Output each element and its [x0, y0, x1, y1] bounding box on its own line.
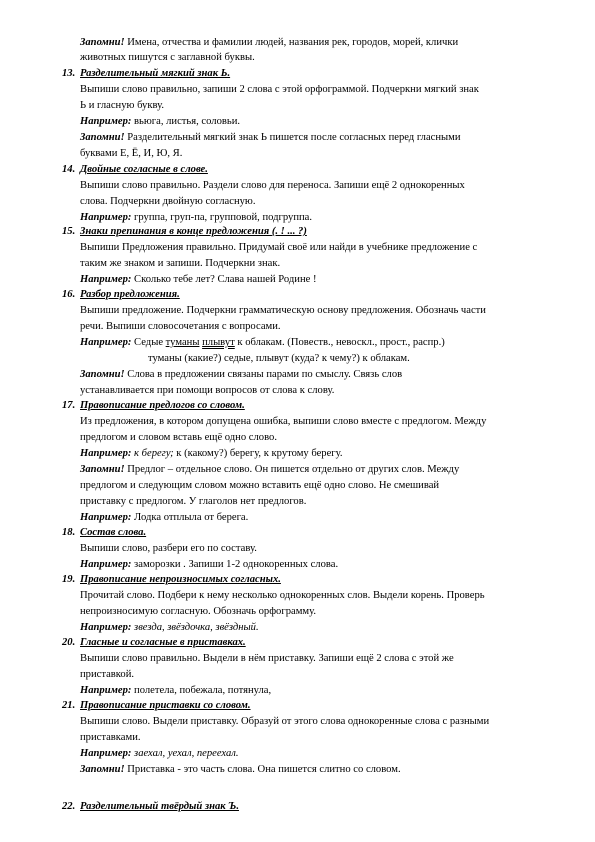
- example-line: Например: Лодка отплыла от берега.: [80, 512, 249, 523]
- text-line: приставками.: [80, 732, 141, 743]
- example-line: Например: заморозки . Запиши 1-2 однокоренных слова.: [80, 559, 339, 570]
- remember-label: Запомни!: [80, 132, 125, 143]
- text-line: таким же знаком и запиши. Подчеркни знак.: [80, 258, 281, 269]
- text-line: Выпиши слово, разбери его по составу.: [80, 543, 257, 554]
- example-label: Например:: [80, 748, 132, 759]
- text-line: Запомни! Предлог – отдельное слово. Он пишется отдельно от других слов. Между: [80, 464, 460, 475]
- text-line: Выпиши слово правильно. Выдели в нём приставку. Запиши ещё 2 слова с этой же: [80, 653, 454, 664]
- example-label: Например:: [80, 559, 132, 570]
- text-line: Выпиши Предложения правильно. Придумай своё или найди в учебнике предложение с: [80, 242, 478, 253]
- text-line: Выпиши слово. Выдели приставку. Образуй от этого слова однокоренные слова с разными: [80, 716, 490, 727]
- section-heading-13: 13. Разделительный мягкий знак Ь.: [62, 68, 231, 79]
- text-line: Запомни! Приставка - это часть слова. Она пишется слитно со словом.: [80, 764, 401, 775]
- section-heading-14: 14. Двойные согласные в слове.: [62, 164, 208, 175]
- text-line: Запомни! Разделительный мягкий знак Ь пишется после согласных перед гласными: [80, 132, 461, 143]
- example-line: Например: полетела, побежала, потянула,: [80, 685, 272, 696]
- text-line: Запомни! Слова в предложении связаны парами по смыслу. Связь слов: [80, 369, 403, 380]
- remember-label: Запомни!: [80, 464, 125, 475]
- text-line: Выпиши слово правильно. Раздели слово для переноса. Запиши ещё 2 однокоренных: [80, 180, 465, 191]
- text-line: предлогом и следующим словом можно вставить ещё одно слово. Не смешивай: [80, 480, 440, 491]
- text-line: Выпиши слово правильно, запиши 2 слова с этой орфограммой. Подчеркни мягкий знак: [80, 84, 479, 95]
- example-line: Например: звезда, звёздочка, звёздный.: [80, 622, 259, 633]
- example-line: Например: вьюга, листья, соловьи.: [80, 116, 241, 127]
- predicate-word: плывут: [202, 337, 235, 348]
- text-line: буквами Е, Ё, И, Ю, Я.: [80, 148, 183, 159]
- remember-label: Запомни!: [80, 764, 125, 775]
- example-line: Например: Сколько тебе лет? Слава нашей Родине !: [80, 274, 317, 285]
- example-line: Например: к берегу; к (какому?) берегу, к крутому берегу.: [80, 448, 343, 459]
- text-line: Прочитай слово. Подбери к нему несколько однокоренных слов. Выдели корень. Проверь: [80, 590, 485, 601]
- example-label: Например:: [80, 685, 132, 696]
- text-line: устанавливается при помощи вопросов от слова к слову.: [80, 385, 335, 396]
- example-line: Например: Седые туманы плывут к облакам. (Повеств., невоскл., прост., распр.): [80, 337, 445, 348]
- example-label: Например:: [80, 337, 132, 348]
- example-label: Например:: [80, 274, 132, 285]
- text-line: приставкой.: [80, 669, 135, 680]
- text-line: Ь и гласную букву.: [80, 100, 165, 111]
- section-heading-21: 21. Правописание приставки со словом.: [62, 700, 251, 711]
- section-heading-17: 17. Правописание предлогов со словом.: [62, 400, 245, 411]
- example-label: Например:: [80, 512, 132, 523]
- text-line: предлогом и словом вставь ещё одно слово.: [80, 432, 277, 443]
- subject-word: туманы: [165, 337, 200, 348]
- example-line: Например: группа, груп-па, групповой, подгруппа.: [80, 212, 313, 223]
- section-heading-16: 16. Разбор предложения.: [62, 289, 180, 300]
- text-line: слова. Подчеркни двойную согласную.: [80, 196, 256, 207]
- text-line: речи. Выпиши словосочетания с вопросами.: [80, 321, 281, 332]
- section-heading-20: 20. Гласные и согласные в приставках.: [62, 637, 246, 648]
- example-label: Например:: [80, 212, 132, 223]
- text-line: туманы (какие?) седые, плывут (куда? к чему?) к облакам.: [148, 353, 410, 364]
- example-label: Например:: [80, 116, 132, 127]
- example-label: Например:: [80, 448, 132, 459]
- text-line: Выпиши предложение. Подчеркни грамматическую основу предложения. Обозначь части: [80, 305, 486, 316]
- text-line: Запомни! Имена, отчества и фамилии людей, названия рек, городов, морей, клички: [80, 37, 459, 48]
- section-heading-15: 15. Знаки препинания в конце предложения (. ! ... ?): [62, 226, 307, 237]
- remember-label: Запомни!: [80, 37, 125, 48]
- section-heading-22: 22. Разделительный твёрдый знак Ъ.: [62, 801, 239, 812]
- example-line: Например: заехал, уехал, переехал.: [80, 748, 239, 759]
- text-line: животных пишутся с заглавной буквы.: [80, 52, 255, 63]
- section-heading-18: 18. Состав слова.: [62, 527, 147, 538]
- example-label: Например:: [80, 622, 132, 633]
- text-line: приставку с предлогом. У глаголов нет предлогов.: [80, 496, 307, 507]
- text-line: Из предложения, в котором допущена ошибка, выпиши слово вместе с предлогом. Между: [80, 416, 487, 427]
- text-line: непроизносимую согласную. Обозначь орфограмму.: [80, 606, 316, 617]
- section-heading-19: 19. Правописание непроизносимых согласных.: [62, 574, 281, 585]
- remember-label: Запомни!: [80, 369, 125, 380]
